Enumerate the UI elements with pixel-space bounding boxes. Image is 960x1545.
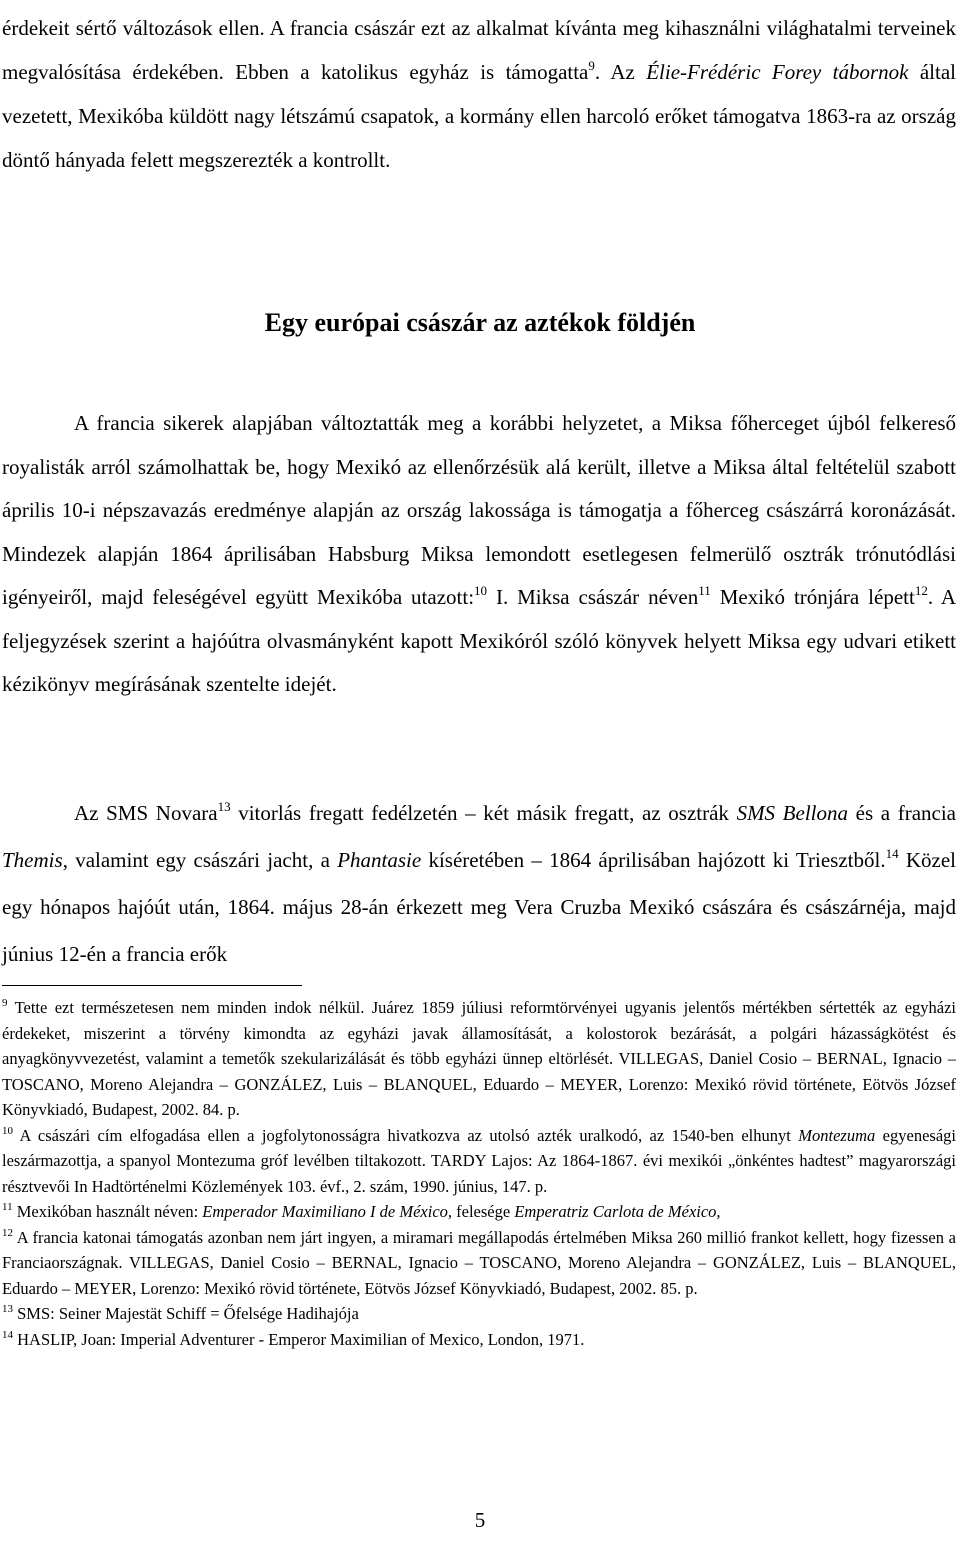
footnote-10: $^{10}$ A császári cím elfogadása ellen a jogfolytonosságra hivatkozva az utolsó azték uralkodó, az 1540-ben elhunyt Montezuma egyenesági leszármazottja, a spanyol Montezuma gróf levélben tiltakozott. TARDY Lajos: Az 1864-1867. évi mexikói „önkéntes hadtest” magyarországi résztvevői In Hadtörténelmi Közlemények 103. évf., 2. szám, 1990. június, 147. p. (2, 1124, 956, 1196)
body-paragraph-3: Az SMS Novara$^{13}$ vitorlás fregatt fedélzetén – két másik fregatt, az osztrák SMS Bellona és a francia Themis, valamint egy császári jacht, a Phantasie kíséretében – 1864 áprilisában hajózott ki Triesztből.$^{14}$ Közel egy hónapos hajóút után, 1864. május 28-án érkezett meg Vera Cruzba Mexikó császára és császárnéja, majd június 12-én a francia erők (2, 799, 957, 966)
footnote-13: $^{13}$ SMS: Seiner Majestät Schiff = Őfelsége Hadihajója (2, 1303, 359, 1323)
footnote-9: $^9$ Tette ezt természetesen nem minden indok nélkül. Juárez 1859 júliusi reformtörvényei ugyanis jelentős mértékben sértették az egyházi érdekeket, miszerint a törvény kimondta az egyházi javak államosítását, a kolostorok bezárását, a polgári házasságkötést és anyagkönyvvezetést, valamint a temetők szekularizálását és több egyházi ünnep eltörlését. VILLEGAS, Daniel Cosio – BERNAL, Ignacio – TOSCANO, Moreno Alejandra – GONZÁLEZ, Luis – BLANQUEL, Eduardo – MEYER, Lorenzo: Mexikó rövid története, Eötvös József Könyvkiadó, Budapest, 2002. 84. p. (2, 997, 956, 1119)
body-paragraph-2: A francia sikerek alapjában változtatták meg a korábbi helyzetet, a Miksa főherceget újból felkereső royalisták arról számolhattak be, hogy Mexikó az ellenőrzésük alá került, illetve a Miksa által feltételül szabott április 10-i népszavazás eredménye alapján az ország lakossága is támogatja a főherceg császárrá koronázását. Mindezek alapján 1864 áprilisában Habsburg Miksa lemondott esetlegesen felmerülő osztrák trónutódlási igényeiről, majd feleségével együtt Mexikóba utazott:$^{10}$ I. Miksa császár néven$^{11}$ Mexikó trónjára lépett$^{12}$. A feljegyzések szerint a hajóútra olvasmányként kapott Mexikóról szóló könyvek helyett Miksa egy udvari etikett kézikönyv megírásának szentelte idejét. (2, 411, 957, 696)
footnote-ref-14: 14 (885, 846, 899, 861)
footnote-ref-11: 11 (698, 583, 711, 598)
footnote-ref-10: 10 (474, 583, 488, 598)
page-number: 5 (474, 1508, 486, 1532)
footnote-separator (2, 985, 302, 986)
section-heading: Egy európai császár az aztékok földjén (264, 308, 696, 337)
footnote-12: $^{12}$ A francia katonai támogatás azonban nem járt ingyen, a miramari megállapodás értelmében Miksa 260 millió frankot kellett, hogy fizessen a Franciaországnak. VILLEGAS, Daniel Cosio – BERNAL, Ignacio – TOSCANO, Moreno Alejandra – GONZÁLEZ, Luis – BLANQUEL, Eduardo – MEYER, Lorenzo: Mexikó rövid története, Eötvös József Könyvkiadó, Budapest, 2002. 85. p. (2, 1226, 956, 1298)
footnote-ref-13: 13 (217, 799, 231, 814)
footnote-14: $^{14}$ HASLIP, Joan: Imperial Adventurer - Emperor Maximilian of Mexico, London, 1971. (2, 1328, 585, 1349)
footnote-ref-12: 12 (914, 583, 928, 598)
footnote-11: $^{11}$ Mexikóban használt néven: Emperador Maximiliano I de México, felesége Emperatriz Carlota de México, (2, 1201, 721, 1221)
footnote-ref-9: 9 (588, 58, 595, 73)
footnotes (2, 995, 956, 1352)
body-paragraph-1: érdekeit sértő változások ellen. A francia császár ezt az alkalmat kívánta meg kihasználni világhatalmi terveinek megvalósítása érdekében. Ebben a katolikus egyház is támogatta$^9$. Az Élie-Frédéric Forey tábornok által vezetett, Mexikóba küldött nagy létszámú csapatok, a kormány ellen harcoló erőket támogatva 1863-ra az ország döntő hányada felett megszerezték a kontrollt. (2, 16, 956, 172)
